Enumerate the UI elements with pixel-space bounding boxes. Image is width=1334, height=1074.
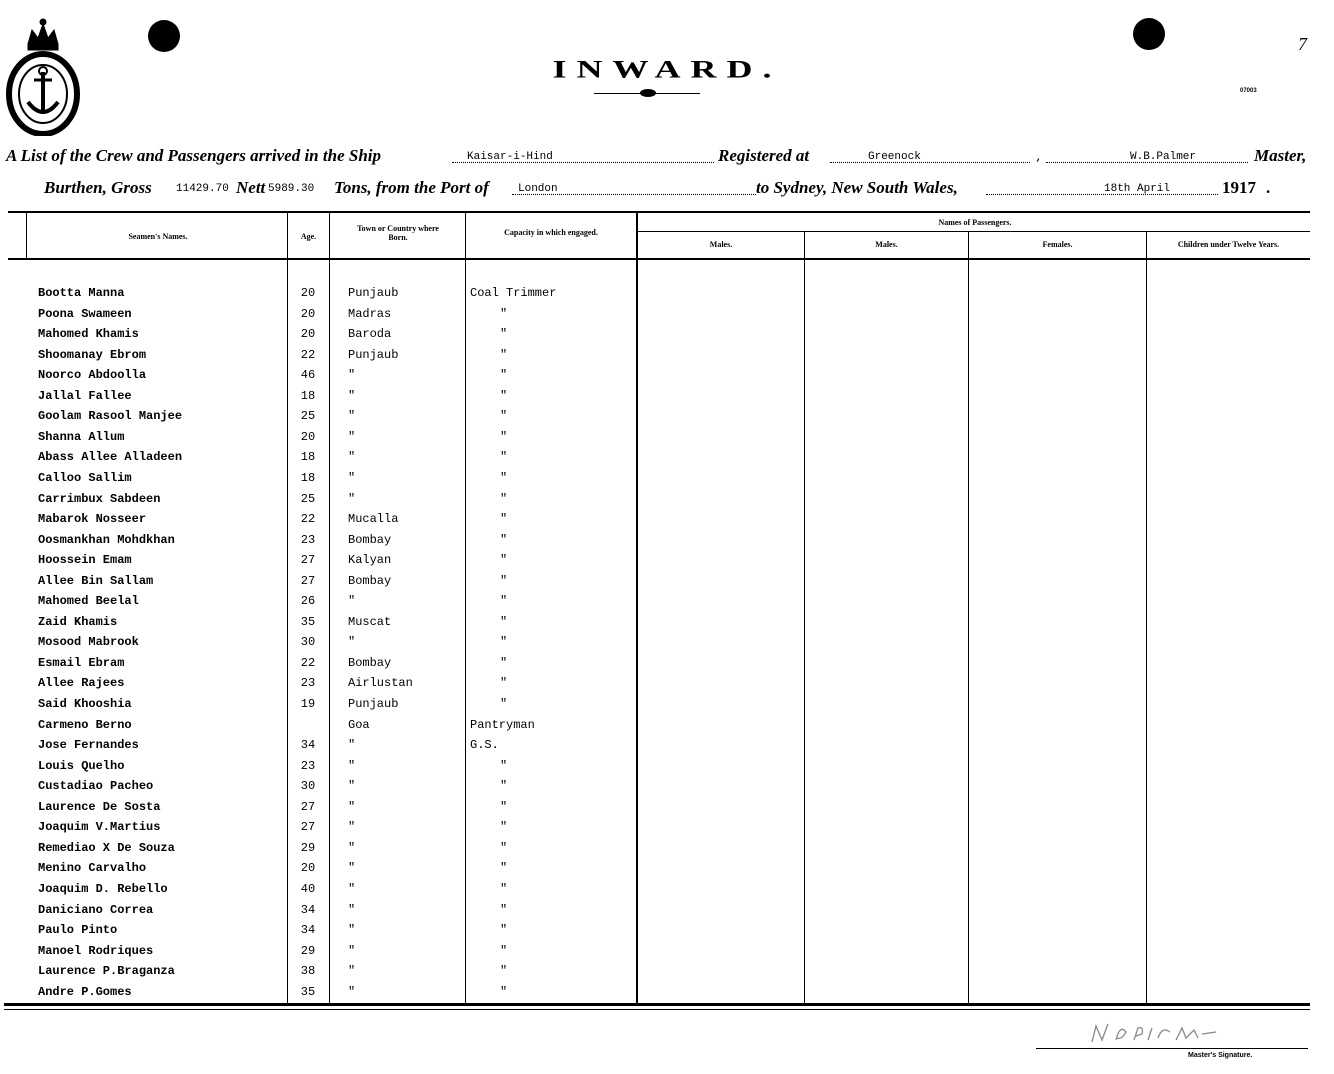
table-row — [0, 882, 1334, 902]
birthplace: " — [348, 409, 356, 424]
table-row — [0, 635, 1334, 655]
birthplace: Bombay — [348, 573, 392, 588]
birthplace: " — [348, 758, 356, 773]
birthplace: " — [348, 368, 356, 383]
capacity: " — [500, 902, 508, 917]
capacity: Coal Trimmer — [470, 286, 557, 300]
capacity: " — [500, 964, 508, 979]
seaman-age: 35 — [300, 614, 316, 629]
seaman-name: Noorco Abdoolla — [38, 368, 147, 383]
col-header-children: Children under Twelve Years. — [1177, 240, 1280, 249]
birthplace: " — [348, 820, 356, 835]
table-row — [0, 512, 1334, 532]
birthplace: " — [348, 450, 356, 465]
col-header-capacity: Capacity in which engaged. — [504, 228, 598, 237]
birthplace: Muscat — [348, 614, 392, 629]
table-row — [0, 594, 1334, 614]
table-header-rule — [8, 258, 1310, 260]
seaman-age: 20 — [300, 429, 316, 444]
seaman-age: 20 — [300, 861, 316, 876]
table-row — [0, 533, 1334, 553]
table-row — [0, 697, 1334, 717]
seaman-name: Carmeno Berno — [38, 717, 132, 732]
table-row — [0, 327, 1334, 347]
seaman-age: 18 — [300, 450, 316, 465]
seaman-age: 25 — [300, 491, 316, 506]
seaman-age: 20 — [300, 286, 316, 300]
seaman-name: Paulo Pinto — [38, 923, 118, 938]
birthplace: Baroda — [348, 327, 392, 342]
table-row — [0, 985, 1334, 1005]
master-label: Master, — [1254, 146, 1307, 165]
capacity: " — [500, 758, 508, 773]
table-row — [0, 964, 1334, 984]
capacity: " — [500, 553, 508, 568]
table-row — [0, 430, 1334, 450]
capacity: " — [500, 347, 508, 362]
seaman-name: Daniciano Correa — [38, 902, 154, 917]
capacity: " — [500, 923, 508, 938]
birthplace: Airlustan — [348, 676, 413, 691]
seaman-name: Laurence De Sosta — [38, 799, 161, 814]
table-row — [0, 861, 1334, 881]
seaman-age: 27 — [300, 799, 316, 814]
seaman-name: Custadiao Pacheo — [38, 779, 154, 794]
birthplace: Madras — [348, 306, 392, 321]
seaman-age: 20 — [300, 327, 316, 342]
birthplace: " — [348, 984, 356, 999]
seaman-name: Jose Fernandes — [38, 738, 139, 753]
birthplace: " — [348, 388, 356, 403]
gross-tons: 11429.70 — [176, 183, 229, 195]
seaman-age: 20 — [300, 306, 316, 321]
capacity: " — [500, 676, 508, 691]
table-row — [0, 348, 1334, 368]
master-name: W.B.Palmer — [1130, 151, 1197, 163]
arrival-rule — [986, 194, 1218, 196]
signature-caption: Master's Signature. — [1188, 1052, 1253, 1059]
year: 1917 — [1222, 178, 1256, 197]
capacity: " — [500, 799, 508, 814]
signature-rule — [1036, 1048, 1308, 1049]
capacity: " — [500, 409, 508, 424]
capacity: " — [500, 594, 508, 609]
capacity: " — [500, 840, 508, 855]
seaman-age: 23 — [300, 758, 316, 773]
seaman-age: 40 — [300, 881, 316, 896]
table-row — [0, 307, 1334, 327]
table-bottom-rule-2 — [4, 1009, 1310, 1010]
capacity: " — [500, 984, 508, 999]
seaman-name: Said Khooshia — [38, 697, 132, 711]
seaman-name: Mahomed Beelal — [38, 594, 139, 609]
capacity: " — [500, 820, 508, 835]
capacity: " — [500, 327, 508, 342]
birthplace: Goa — [348, 717, 370, 732]
seaman-age: 34 — [300, 923, 316, 938]
comma-mark: , — [1036, 148, 1041, 164]
seaman-name: Laurence P.Braganza — [38, 964, 175, 979]
registered-rule — [830, 162, 1030, 164]
seaman-name: Allee Rajees — [38, 676, 125, 691]
birthplace: " — [348, 429, 356, 444]
seaman-age: 46 — [300, 368, 316, 383]
registered-label: Registered at — [718, 146, 810, 165]
seaman-name: Menino Carvalho — [38, 861, 147, 876]
from-port: London — [518, 183, 558, 195]
col-header-males1: Males. — [709, 240, 733, 249]
seaman-name: Abass Allee Alladeen — [38, 450, 183, 465]
birthplace: Mucalla — [348, 512, 399, 527]
table-row — [0, 903, 1334, 923]
capacity: " — [500, 635, 508, 650]
birthplace: " — [348, 594, 356, 609]
year-suffix: . — [1266, 178, 1271, 197]
capacity: " — [500, 368, 508, 383]
ship-line — [6, 146, 381, 166]
col-header-passengers: Names of Passengers. — [938, 218, 1012, 227]
capacity: G.S. — [470, 738, 499, 753]
birthplace: " — [348, 491, 356, 506]
seaman-name: Esmail Ebram — [38, 655, 125, 670]
seaman-age: 25 — [300, 409, 316, 424]
table-row — [0, 389, 1334, 409]
birthplace: " — [348, 738, 356, 753]
capacity: " — [500, 388, 508, 403]
col-header-name: Seamen's Names. — [128, 232, 188, 241]
col-header-age: Age. — [300, 232, 317, 241]
seaman-name: Hoossein Emam — [38, 553, 132, 568]
seaman-name: Mosood Mabrook — [38, 635, 139, 650]
seaman-age: 27 — [300, 820, 316, 835]
nett-tons: 5989.30 — [268, 183, 315, 195]
table-row — [0, 615, 1334, 635]
seaman-name: Joaquim D. Rebello — [38, 881, 168, 896]
list-prefix: A List of the Crew and Passengers arrived in the Ship — [6, 146, 381, 165]
capacity: " — [500, 532, 508, 547]
capacity: Pantryman — [470, 717, 535, 732]
seaman-name: Carrimbux Sabdeen — [38, 491, 161, 506]
table-row — [0, 820, 1334, 840]
punch-hole-right — [1133, 18, 1165, 50]
capacity: " — [500, 470, 508, 485]
table-row — [0, 676, 1334, 696]
seaman-name: Shanna Allum — [38, 429, 125, 444]
seaman-name: Oosmankhan Mohdkhan — [38, 532, 175, 547]
table-row — [0, 656, 1334, 676]
capacity: " — [500, 881, 508, 896]
table-row — [0, 492, 1334, 512]
seaman-age: 22 — [300, 655, 316, 670]
master-signature — [1086, 1018, 1226, 1048]
capacity: " — [500, 655, 508, 670]
seaman-name: Poona Swameen — [38, 306, 132, 321]
seaman-age: 26 — [300, 594, 316, 609]
birthplace: " — [348, 840, 356, 855]
seaman-age: 22 — [300, 347, 316, 362]
seaman-name: Andre P.Gomes — [38, 984, 132, 999]
birthplace: " — [348, 861, 356, 876]
capacity: " — [500, 943, 508, 958]
registered-port: Greenock — [868, 151, 921, 163]
ship-name-rule — [452, 162, 714, 164]
birthplace: " — [348, 943, 356, 958]
ship-name: Kaisar-i-Hind — [467, 151, 553, 163]
birthplace: " — [348, 799, 356, 814]
birthplace: " — [348, 635, 356, 650]
arrival-date: 18th April — [1104, 183, 1171, 195]
title-ornament — [640, 89, 656, 97]
capacity: " — [500, 512, 508, 527]
seaman-age: 34 — [300, 738, 316, 753]
seaman-name: Calloo Sallim — [38, 470, 132, 485]
seaman-age: 34 — [300, 902, 316, 917]
seaman-name: Joaquim V.Martius — [38, 820, 161, 835]
seaman-age: 23 — [300, 532, 316, 547]
table-row — [0, 450, 1334, 470]
seaman-age: 38 — [300, 964, 316, 979]
table-row — [0, 409, 1334, 429]
birthplace: Punjaub — [348, 697, 399, 711]
table-row — [0, 923, 1334, 943]
table-row — [0, 738, 1334, 758]
seaman-name: Louis Quelho — [38, 758, 125, 773]
seaman-age: 27 — [300, 573, 316, 588]
capacity: " — [500, 614, 508, 629]
table-row — [0, 368, 1334, 388]
form-number: 07003 — [1240, 88, 1257, 94]
birthplace: " — [348, 779, 356, 794]
birthplace: Kalyan — [348, 553, 392, 568]
seaman-age: 29 — [300, 840, 316, 855]
col-header-males2: Males. — [875, 240, 898, 249]
table-row — [0, 553, 1334, 573]
passenger-subheader-rule — [638, 231, 1310, 232]
table-top-rule — [8, 211, 1310, 213]
table-row — [0, 718, 1334, 738]
table-row — [0, 944, 1334, 964]
capacity: " — [500, 429, 508, 444]
seaman-age: 18 — [300, 388, 316, 403]
seaman-name: Mahomed Khamis — [38, 327, 139, 342]
from-port-rule — [512, 194, 756, 196]
birthplace: Punjaub — [348, 286, 399, 300]
page-title: INWARD. — [552, 55, 782, 83]
seaman-name: Manoel Rodriques — [38, 943, 154, 958]
seaman-age: 30 — [300, 779, 316, 794]
nett-label: Nett — [236, 178, 266, 197]
col-header-town: Town or Country where Born. — [357, 224, 439, 242]
destination-label: to Sydney, New South Wales, — [756, 178, 958, 197]
birthplace: " — [348, 902, 356, 917]
seaman-name: Goolam Rasool Manjee — [38, 409, 183, 424]
seaman-age: 23 — [300, 676, 316, 691]
table-row — [0, 286, 1334, 306]
seaman-age: 35 — [300, 984, 316, 999]
birthplace: Bombay — [348, 655, 392, 670]
seaman-name: Shoomanay Ebrom — [38, 347, 147, 362]
capacity: " — [500, 573, 508, 588]
col-header-females: Females. — [1042, 240, 1073, 249]
seaman-name: Zaid Khamis — [38, 614, 118, 629]
birthplace: " — [348, 964, 356, 979]
seaman-age: 19 — [300, 697, 316, 711]
birthplace: Bombay — [348, 532, 392, 547]
capacity: " — [500, 779, 508, 794]
burthen-label: Burthen, Gross — [44, 178, 152, 197]
tons-label: Tons, from the Port of — [334, 178, 489, 197]
table-row — [0, 779, 1334, 799]
birthplace: " — [348, 881, 356, 896]
seaman-name: Jallal Fallee — [38, 388, 132, 403]
table-row — [0, 759, 1334, 779]
seaman-name: Bootta Manna — [38, 286, 125, 300]
capacity: " — [500, 491, 508, 506]
birthplace: " — [348, 470, 356, 485]
capacity: " — [500, 697, 508, 711]
capacity: " — [500, 450, 508, 465]
birthplace: Punjaub — [348, 347, 399, 362]
seaman-age: 22 — [300, 512, 316, 527]
capacity: " — [500, 861, 508, 876]
master-rule — [1046, 162, 1248, 164]
corner-mark: 7 — [1298, 34, 1307, 54]
col-divider-left — [26, 213, 27, 258]
table-row — [0, 574, 1334, 594]
punch-hole-left — [148, 20, 180, 52]
seaman-age: 27 — [300, 553, 316, 568]
seaman-age: 29 — [300, 943, 316, 958]
seaman-age: 30 — [300, 635, 316, 650]
birthplace: " — [348, 923, 356, 938]
table-row — [0, 471, 1334, 491]
seaman-age: 18 — [300, 470, 316, 485]
table-row — [0, 841, 1334, 861]
seaman-name: Remediao X De Souza — [38, 840, 175, 855]
seaman-name: Allee Bin Sallam — [38, 573, 154, 588]
table-row — [0, 800, 1334, 820]
seaman-name: Mabarok Nosseer — [38, 512, 147, 527]
capacity: " — [500, 306, 508, 321]
